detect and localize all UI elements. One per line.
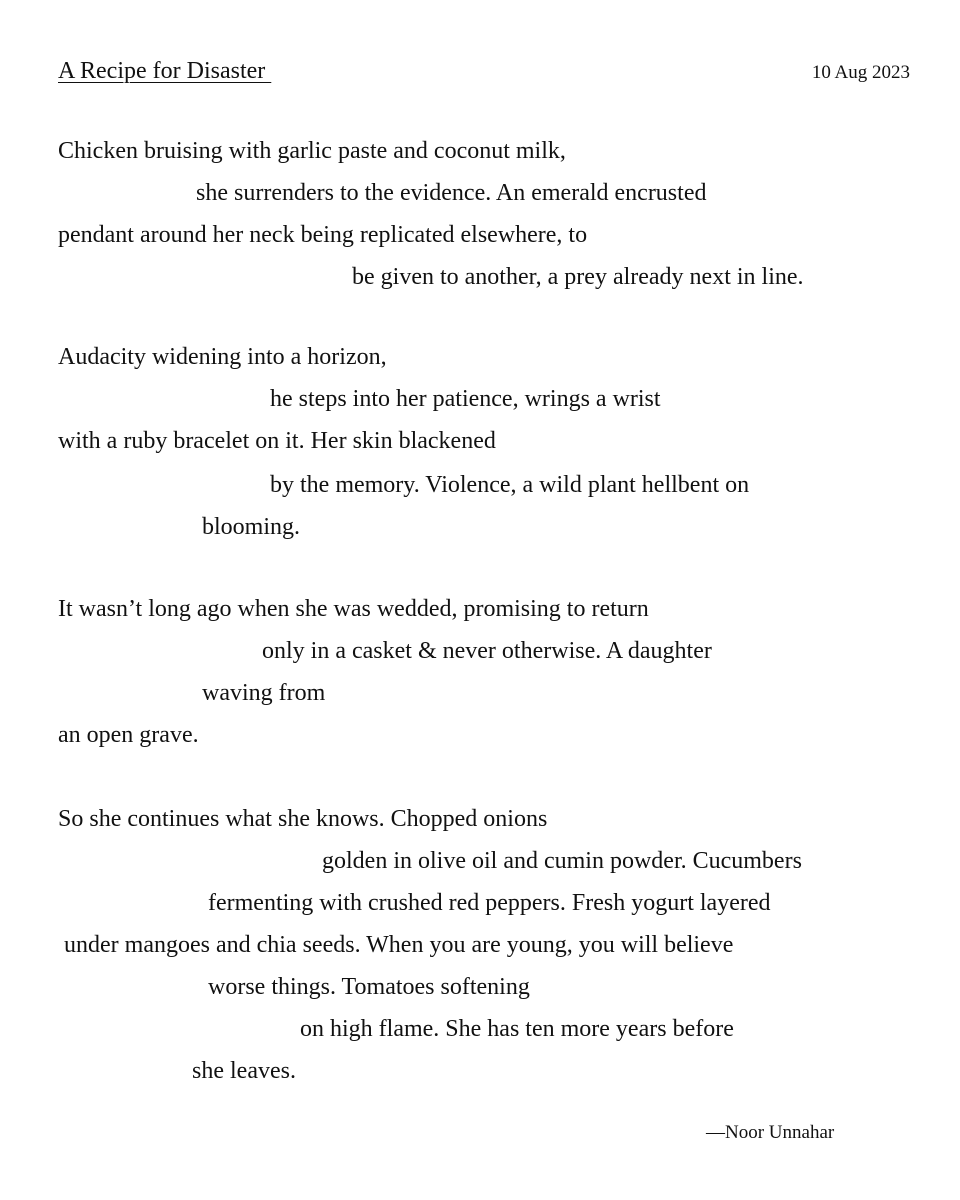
poem-line: So she continues what she knows. Chopped onions	[58, 806, 548, 832]
poem-line: Chicken bruising with garlic paste and coconut milk,	[58, 138, 566, 164]
poem-line: only in a casket & never otherwise. A daughter	[262, 638, 712, 664]
poem-line: an open grave.	[58, 722, 199, 748]
poem-line: golden in olive oil and cumin powder. Cucumbers	[322, 848, 802, 874]
poem-line: be given to another, a prey already next in line.	[352, 264, 804, 290]
poem-date: 10 Aug 2023	[811, 62, 910, 83]
poem-line: she surrenders to the evidence. An emerald encrusted	[196, 180, 707, 206]
poem-line: she leaves.	[192, 1058, 296, 1084]
poem-line: on high flame. She has ten more years before	[300, 1016, 734, 1042]
author-signature: —Noor Unnahar	[706, 1122, 835, 1143]
poem-title: A Recipe for Disaster	[58, 58, 272, 84]
poem-line: under mangoes and chia seeds. When you are young, you will believe	[64, 932, 734, 958]
poem-line: worse things. Tomatoes softening	[208, 974, 530, 1000]
poem-line: by the memory. Violence, a wild plant hellbent on	[270, 472, 750, 498]
poem-line: he steps into her patience, wrings a wrist	[270, 386, 661, 412]
poem-line: pendant around her neck being replicated elsewhere, to	[58, 222, 588, 248]
poem-line: fermenting with crushed red peppers. Fresh yogurt layered	[208, 890, 771, 916]
poem-line: Audacity widening into a horizon,	[58, 344, 387, 370]
poem-line: It wasn’t long ago when she was wedded, promising to return	[58, 596, 649, 622]
poem-line: waving from	[202, 680, 326, 706]
poem-line: blooming.	[202, 514, 301, 540]
poem-line: with a ruby bracelet on it. Her skin blackened	[58, 428, 496, 454]
